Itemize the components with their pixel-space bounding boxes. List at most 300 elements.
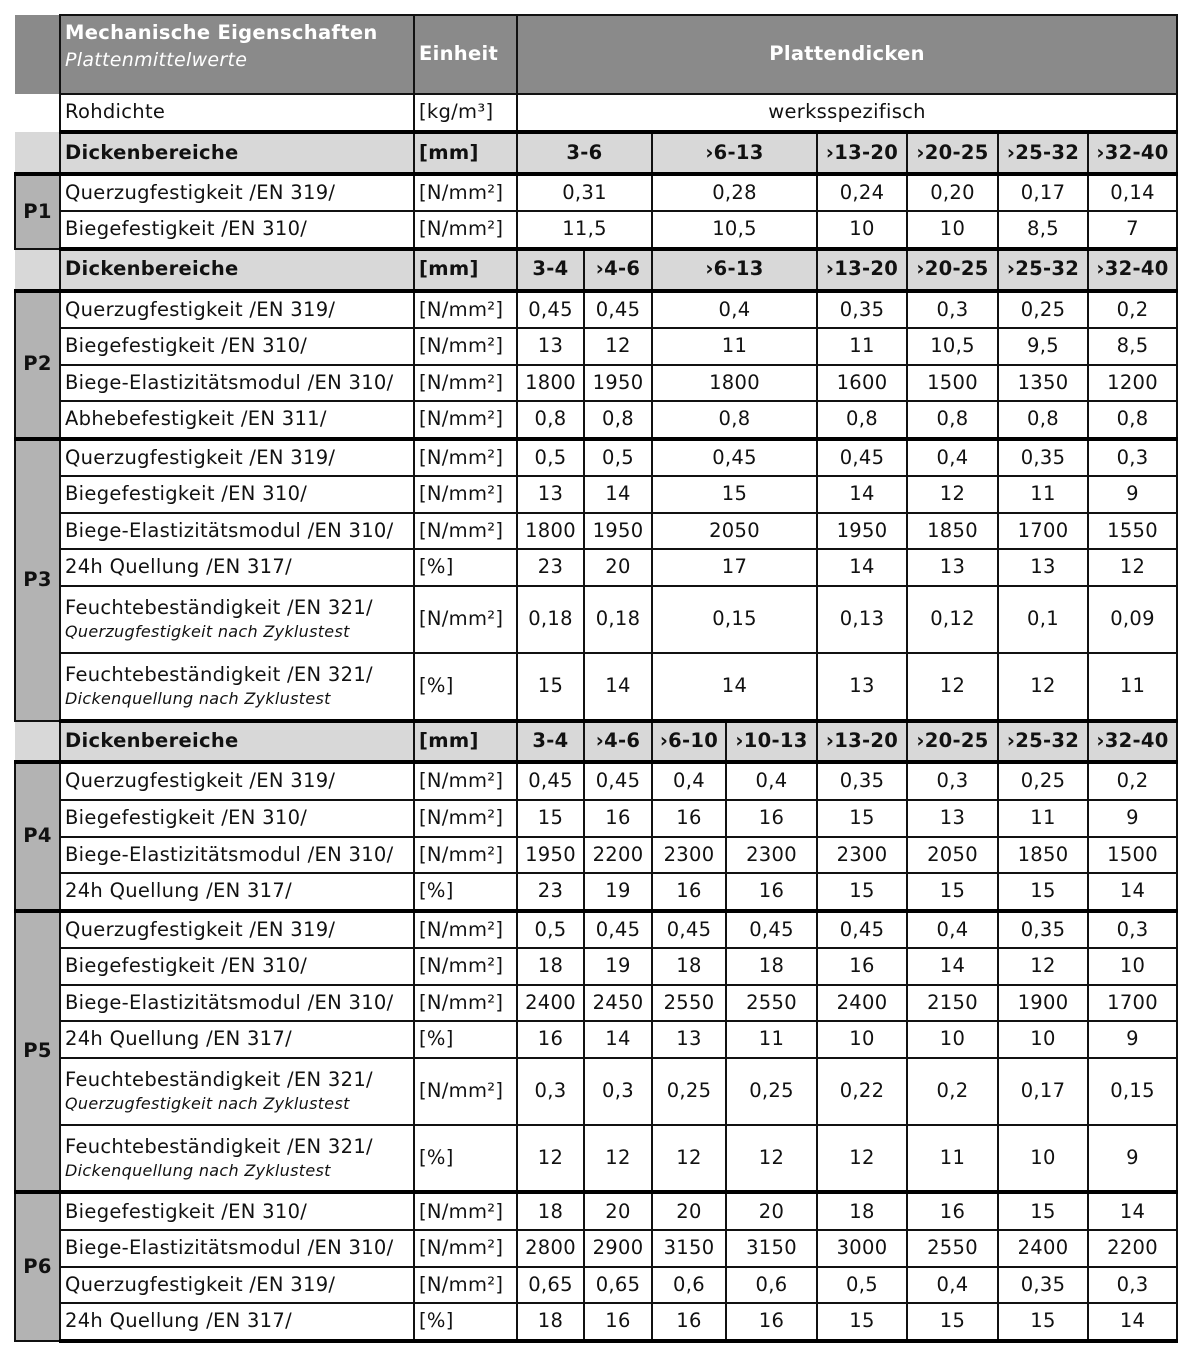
rohdichte-value: werksspezifisch <box>517 94 1177 132</box>
unit-cell: [%] <box>414 873 517 911</box>
value-cell: 2050 <box>652 513 817 550</box>
property-cell <box>60 1192 414 1230</box>
value-cell: 0,4 <box>652 291 817 329</box>
value-cell: 16 <box>726 1303 817 1341</box>
value-cell: 19 <box>584 873 652 911</box>
value-cell: 0,5 <box>584 439 652 477</box>
value-cell: 15 <box>517 800 584 837</box>
value-cell: 0,4 <box>907 1267 998 1304</box>
value-cell: 13 <box>517 476 584 513</box>
value-cell: 0,25 <box>998 762 1088 800</box>
value-cell: 7 <box>1088 211 1177 249</box>
property-name: Biegefestigkeit /EN 310/ <box>65 334 308 358</box>
thickness-range-cell: ›6-10 <box>652 721 726 763</box>
value-cell: 15 <box>998 873 1088 911</box>
thickness-range-cell: ›10-13 <box>726 721 817 763</box>
property-subnote: Dickenquellung nach Zyklustest <box>65 1161 331 1181</box>
property-name: Biege-Elastizitätsmodul /EN 310/ <box>65 842 394 866</box>
value-cell: 0,18 <box>584 586 652 653</box>
value-cell: 0,3 <box>907 762 998 800</box>
value-cell: 0,2 <box>1088 762 1177 800</box>
value-cell: 2400 <box>517 985 584 1022</box>
value-cell: 0,12 <box>907 586 998 653</box>
value-cell: 0,65 <box>584 1267 652 1304</box>
thickness-range-cell: ›32-40 <box>1088 721 1177 763</box>
value-cell: 14 <box>584 476 652 513</box>
value-cell: 3000 <box>817 1230 907 1267</box>
value-cell: 2800 <box>517 1230 584 1267</box>
thickness-range-cell: 3-4 <box>517 249 584 291</box>
property-cell <box>60 873 414 911</box>
property-cell <box>60 1303 414 1341</box>
value-cell: 16 <box>817 948 907 985</box>
thickness-range-label: Dickenbereiche <box>60 249 414 291</box>
value-cell: 10 <box>817 1021 907 1058</box>
table-row <box>15 1125 1177 1193</box>
value-cell: 0,5 <box>517 439 584 477</box>
value-cell: 12 <box>907 476 998 513</box>
value-cell: 14 <box>1088 1192 1177 1230</box>
property-header <box>60 15 414 94</box>
property-name: Biege-Elastizitätsmodul /EN 310/ <box>65 370 394 394</box>
value-cell: 0,17 <box>998 174 1088 212</box>
unit-cell: [N/mm²] <box>414 328 517 365</box>
value-cell: 0,14 <box>1088 174 1177 212</box>
thickness-range-cell: ›25-32 <box>998 249 1088 291</box>
unit-cell: [N/mm²] <box>414 762 517 800</box>
table-row <box>15 800 1177 837</box>
value-cell: 2150 <box>907 985 998 1022</box>
value-cell: 0,45 <box>652 439 817 477</box>
unit-cell: [N/mm²] <box>414 476 517 513</box>
value-cell: 3150 <box>726 1230 817 1267</box>
property-cell <box>60 211 414 249</box>
group-label-p6: P6 <box>15 1192 60 1341</box>
value-cell: 2200 <box>584 837 652 874</box>
value-cell: 2400 <box>998 1230 1088 1267</box>
value-cell: 10 <box>907 211 998 249</box>
property-cell <box>60 439 414 477</box>
value-cell: 0,45 <box>817 439 907 477</box>
value-cell: 0,5 <box>817 1267 907 1304</box>
property-name: Biegefestigkeit /EN 310/ <box>65 217 308 241</box>
property-name: Biege-Elastizitätsmodul /EN 310/ <box>65 990 394 1014</box>
value-cell: 2450 <box>584 985 652 1022</box>
unit-cell: [N/mm²] <box>414 401 517 439</box>
value-cell: 1800 <box>517 513 584 550</box>
thickness-range-cell: ›20-25 <box>907 721 998 763</box>
value-cell: 11,5 <box>517 211 652 249</box>
property-cell <box>60 174 414 212</box>
property-name: 24h Quellung /EN 317/ <box>65 555 292 579</box>
value-cell: 15 <box>517 653 584 721</box>
value-cell: 12 <box>517 1125 584 1193</box>
value-cell: 0,17 <box>998 1058 1088 1125</box>
property-cell <box>60 985 414 1022</box>
property-cell <box>60 1267 414 1304</box>
title-row <box>15 15 1177 94</box>
value-cell: 3150 <box>652 1230 726 1267</box>
table-row <box>15 549 1177 586</box>
property-name: Biegefestigkeit /EN 310/ <box>65 1199 308 1223</box>
value-cell: 18 <box>652 948 726 985</box>
value-cell: 1700 <box>998 513 1088 550</box>
value-cell: 1850 <box>998 837 1088 874</box>
property-name: Biege-Elastizitätsmodul /EN 310/ <box>65 1236 394 1260</box>
value-cell: 0,35 <box>998 911 1088 949</box>
thickness-range-cell: ›25-32 <box>998 132 1088 174</box>
value-cell: 0,6 <box>652 1267 726 1304</box>
value-cell: 1950 <box>817 513 907 550</box>
property-subnote: Dickenquellung nach Zyklustest <box>65 689 331 709</box>
table-row <box>15 439 1177 477</box>
blank-cell <box>15 15 60 94</box>
table-row <box>15 873 1177 911</box>
value-cell: 0,2 <box>907 1058 998 1125</box>
property-cell <box>60 1230 414 1267</box>
value-cell: 0,35 <box>998 1267 1088 1304</box>
property-name: Querzugfestigkeit /EN 319/ <box>65 445 336 469</box>
value-cell: 0,35 <box>998 439 1088 477</box>
unit-cell: [N/mm²] <box>414 800 517 837</box>
table-row <box>15 762 1177 800</box>
value-cell: 0,4 <box>907 911 998 949</box>
value-cell: 1950 <box>584 513 652 550</box>
unit-cell: [N/mm²] <box>414 513 517 550</box>
thickness-range-cell: ›20-25 <box>907 249 998 291</box>
value-cell: 0,25 <box>726 1058 817 1125</box>
value-cell: 0,45 <box>517 291 584 329</box>
value-cell: 0,45 <box>584 762 652 800</box>
thickness-range-cell: ›13-20 <box>817 132 907 174</box>
value-cell: 0,3 <box>907 291 998 329</box>
unit-cell: [N/mm²] <box>414 439 517 477</box>
property-name: Feuchtebeständigkeit /EN 321/ <box>65 595 373 619</box>
value-cell: 10 <box>1088 948 1177 985</box>
value-cell: 13 <box>907 800 998 837</box>
property-cell <box>60 653 414 721</box>
value-cell: 16 <box>652 800 726 837</box>
property-name: Feuchtebeständigkeit /EN 321/ <box>65 1134 373 1158</box>
value-cell: 13 <box>652 1021 726 1058</box>
value-cell: 0,3 <box>517 1058 584 1125</box>
thickness-range-cell: ›4-6 <box>584 721 652 763</box>
value-cell: 10 <box>907 1021 998 1058</box>
value-cell: 11 <box>998 476 1088 513</box>
value-cell: 16 <box>584 800 652 837</box>
value-cell: 12 <box>817 1125 907 1193</box>
value-cell: 12 <box>726 1125 817 1193</box>
value-cell: 0,8 <box>817 401 907 439</box>
value-cell: 8,5 <box>1088 328 1177 365</box>
property-cell <box>60 1125 414 1193</box>
value-cell: 0,28 <box>652 174 817 212</box>
value-cell: 0,2 <box>1088 291 1177 329</box>
unit-cell: [N/mm²] <box>414 948 517 985</box>
value-cell: 18 <box>726 948 817 985</box>
value-cell: 1900 <box>998 985 1088 1022</box>
value-cell: 0,09 <box>1088 586 1177 653</box>
rohdichte-label: Rohdichte <box>60 94 414 132</box>
unit-cell: [%] <box>414 549 517 586</box>
value-cell: 0,8 <box>907 401 998 439</box>
value-cell: 10,5 <box>907 328 998 365</box>
thickness-range-cell: ›32-40 <box>1088 132 1177 174</box>
group-label-p5: P5 <box>15 911 60 1193</box>
property-cell <box>60 1021 414 1058</box>
value-cell: 2550 <box>652 985 726 1022</box>
value-cell: 14 <box>1088 1303 1177 1341</box>
thickness-range-header-row <box>15 721 1177 763</box>
value-cell: 18 <box>517 1192 584 1230</box>
group-label-p3: P3 <box>15 439 60 721</box>
table-row <box>15 985 1177 1022</box>
unit-cell: [N/mm²] <box>414 1230 517 1267</box>
thickness-range-cell: ›25-32 <box>998 721 1088 763</box>
value-cell: 10,5 <box>652 211 817 249</box>
table-row <box>15 948 1177 985</box>
property-name: 24h Quellung /EN 317/ <box>65 879 292 903</box>
table-row <box>15 1303 1177 1341</box>
value-cell: 0,18 <box>517 586 584 653</box>
property-cell <box>60 291 414 329</box>
unit-cell: [%] <box>414 1303 517 1341</box>
value-cell: 1700 <box>1088 985 1177 1022</box>
value-cell: 11 <box>907 1125 998 1193</box>
property-name: Querzugfestigkeit /EN 319/ <box>65 1272 336 1296</box>
value-cell: 14 <box>584 653 652 721</box>
value-cell: 12 <box>907 653 998 721</box>
property-name: Abhebefestigkeit /EN 311/ <box>65 407 327 431</box>
blank-cell <box>15 132 60 174</box>
thickness-range-cell: ›13-20 <box>817 249 907 291</box>
value-cell: 0,3 <box>1088 439 1177 477</box>
value-cell: 15 <box>652 476 817 513</box>
value-cell: 18 <box>517 1303 584 1341</box>
value-cell: 1800 <box>652 365 817 402</box>
value-cell: 16 <box>517 1021 584 1058</box>
value-cell: 0,3 <box>584 1058 652 1125</box>
value-cell: 15 <box>907 1303 998 1341</box>
value-cell: 15 <box>998 1192 1088 1230</box>
table-row <box>15 476 1177 513</box>
value-cell: 12 <box>998 653 1088 721</box>
property-cell <box>60 586 414 653</box>
value-cell: 13 <box>517 328 584 365</box>
value-cell: 0,45 <box>517 762 584 800</box>
property-subheader: Plattenmittelwerte <box>65 49 248 72</box>
property-cell <box>60 476 414 513</box>
properties-table <box>14 14 1178 1343</box>
table-row <box>15 837 1177 874</box>
value-cell: 9 <box>1088 800 1177 837</box>
value-cell: 12 <box>998 948 1088 985</box>
unit-cell: [%] <box>414 653 517 721</box>
value-cell: 16 <box>726 873 817 911</box>
property-cell <box>60 837 414 874</box>
value-cell: 0,45 <box>584 291 652 329</box>
value-cell: 16 <box>726 800 817 837</box>
value-cell: 1500 <box>907 365 998 402</box>
thickness-range-cell: ›20-25 <box>907 132 998 174</box>
value-cell: 18 <box>517 948 584 985</box>
table-row <box>15 1192 1177 1230</box>
value-cell: 0,3 <box>1088 1267 1177 1304</box>
property-name: Querzugfestigkeit /EN 319/ <box>65 917 336 941</box>
value-cell: 11 <box>817 328 907 365</box>
thickness-range-label: Dickenbereiche <box>60 721 414 763</box>
value-cell: 12 <box>652 1125 726 1193</box>
table-row <box>15 1267 1177 1304</box>
property-name: Feuchtebeständigkeit /EN 321/ <box>65 662 373 686</box>
value-cell: 0,15 <box>1088 1058 1177 1125</box>
thickness-range-cell: ›13-20 <box>817 721 907 763</box>
value-cell: 12 <box>584 328 652 365</box>
thickness-range-cell: ›32-40 <box>1088 249 1177 291</box>
value-cell: 1600 <box>817 365 907 402</box>
value-cell: 0,3 <box>1088 911 1177 949</box>
value-cell: 11 <box>1088 653 1177 721</box>
value-cell: 11 <box>652 328 817 365</box>
unit-cell: [N/mm²] <box>414 985 517 1022</box>
value-cell: 20 <box>652 1192 726 1230</box>
value-cell: 15 <box>817 800 907 837</box>
value-cell: 11 <box>726 1021 817 1058</box>
value-cell: 10 <box>998 1125 1088 1193</box>
value-cell: 20 <box>726 1192 817 1230</box>
value-cell: 19 <box>584 948 652 985</box>
unit-cell: [N/mm²] <box>414 837 517 874</box>
property-header-label: Mechanische Eigenschaften <box>65 21 378 44</box>
value-cell: 16 <box>652 1303 726 1341</box>
value-cell: 1850 <box>907 513 998 550</box>
value-cell: 9 <box>1088 1125 1177 1193</box>
value-cell: 13 <box>998 549 1088 586</box>
value-cell: 10 <box>998 1021 1088 1058</box>
value-cell: 2550 <box>726 985 817 1022</box>
table-row <box>15 174 1177 212</box>
value-cell: 0,45 <box>584 911 652 949</box>
unit-cell: [N/mm²] <box>414 174 517 212</box>
unit-header: Einheit <box>414 15 517 94</box>
property-name: Biegefestigkeit /EN 310/ <box>65 954 308 978</box>
property-subnote: Querzugfestigkeit nach Zyklustest <box>65 1094 350 1114</box>
table-row <box>15 211 1177 249</box>
property-name: Querzugfestigkeit /EN 319/ <box>65 180 336 204</box>
property-cell <box>60 365 414 402</box>
group-label-p4: P4 <box>15 762 60 910</box>
value-cell: 14 <box>907 948 998 985</box>
unit-cell: [N/mm²] <box>414 1058 517 1125</box>
value-cell: 0,8 <box>584 401 652 439</box>
value-cell: 0,4 <box>907 439 998 477</box>
property-name: 24h Quellung /EN 317/ <box>65 1027 292 1051</box>
unit-cell: [N/mm²] <box>414 1267 517 1304</box>
value-cell: 0,45 <box>652 911 726 949</box>
value-cell: 14 <box>1088 873 1177 911</box>
value-cell: 14 <box>817 549 907 586</box>
table-row <box>15 653 1177 721</box>
value-cell: 0,22 <box>817 1058 907 1125</box>
value-cell: 12 <box>1088 549 1177 586</box>
value-cell: 2300 <box>726 837 817 874</box>
property-cell <box>60 911 414 949</box>
value-cell: 16 <box>907 1192 998 1230</box>
property-cell <box>60 549 414 586</box>
property-cell <box>60 948 414 985</box>
blank-cell <box>15 721 60 763</box>
table-row <box>15 365 1177 402</box>
value-cell: 15 <box>817 873 907 911</box>
property-name: Querzugfestigkeit /EN 319/ <box>65 297 336 321</box>
value-cell: 0,4 <box>726 762 817 800</box>
value-cell: 16 <box>652 873 726 911</box>
value-cell: 20 <box>584 1192 652 1230</box>
value-cell: 14 <box>584 1021 652 1058</box>
value-cell: 0,8 <box>1088 401 1177 439</box>
table-row <box>15 513 1177 550</box>
value-cell: 15 <box>817 1303 907 1341</box>
property-cell <box>60 401 414 439</box>
value-cell: 10 <box>817 211 907 249</box>
value-cell: 14 <box>652 653 817 721</box>
table-row <box>15 911 1177 949</box>
table-row <box>15 1058 1177 1125</box>
table-row <box>15 401 1177 439</box>
value-cell: 0,31 <box>517 174 652 212</box>
value-cell: 12 <box>584 1125 652 1193</box>
value-cell: 18 <box>817 1192 907 1230</box>
value-cell: 15 <box>998 1303 1088 1341</box>
value-cell: 13 <box>817 653 907 721</box>
value-cell: 11 <box>998 800 1088 837</box>
value-cell: 1500 <box>1088 837 1177 874</box>
thickness-range-cell: ›6-13 <box>652 132 817 174</box>
value-cell: 0,15 <box>652 586 817 653</box>
value-cell: 2200 <box>1088 1230 1177 1267</box>
value-cell: 0,5 <box>517 911 584 949</box>
value-cell: 0,6 <box>726 1267 817 1304</box>
value-cell: 1950 <box>584 365 652 402</box>
thickness-header: Plattendicken <box>517 15 1177 94</box>
value-cell: 0,35 <box>817 762 907 800</box>
value-cell: 23 <box>517 549 584 586</box>
value-cell: 1350 <box>998 365 1088 402</box>
unit-cell: [N/mm²] <box>414 586 517 653</box>
value-cell: 2900 <box>584 1230 652 1267</box>
value-cell: 0,8 <box>517 401 584 439</box>
value-cell: 17 <box>652 549 817 586</box>
group-label-p1: P1 <box>15 174 60 249</box>
thickness-range-unit: [mm] <box>414 132 517 174</box>
property-cell <box>60 762 414 800</box>
value-cell: 0,24 <box>817 174 907 212</box>
value-cell: 0,1 <box>998 586 1088 653</box>
unit-cell: [N/mm²] <box>414 365 517 402</box>
table-row <box>15 291 1177 329</box>
value-cell: 2550 <box>907 1230 998 1267</box>
thickness-range-cell: ›6-13 <box>652 249 817 291</box>
value-cell: 0,45 <box>817 911 907 949</box>
thickness-range-header-row <box>15 132 1177 174</box>
value-cell: 0,20 <box>907 174 998 212</box>
value-cell: 9,5 <box>998 328 1088 365</box>
rohdichte-unit: [kg/m³] <box>414 94 517 132</box>
thickness-range-header-row <box>15 249 1177 291</box>
property-name: Biegefestigkeit /EN 310/ <box>65 482 308 506</box>
value-cell: 0,8 <box>998 401 1088 439</box>
value-cell: 0,35 <box>817 291 907 329</box>
